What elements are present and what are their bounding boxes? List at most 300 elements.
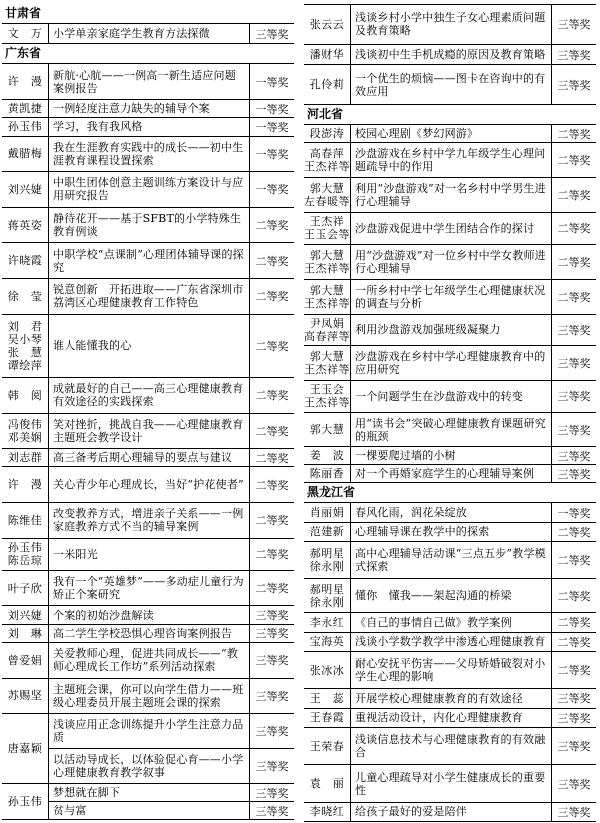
paper-title: 高二学生学校恐惧心理咨询案例报告 [53, 626, 233, 640]
author-name: 孙玉伟 [2, 784, 49, 819]
paper-title: 浅谈信息技术与心理健康教育的有效融合 [355, 733, 546, 760]
table-row [351, 125, 596, 142]
paper-title: 心理辅导课在教学中的探索 [355, 525, 490, 539]
paper-title: 春风化雨，润花朵绽放 [355, 506, 467, 520]
table-row [351, 280, 596, 314]
award-level: 三等奖 [551, 346, 596, 380]
author-name: 王 蕊 [304, 689, 351, 707]
entry-items [49, 784, 294, 819]
paper-title: 一个优生的烦恼——图卡在咨询中的有效应用 [355, 71, 546, 98]
award-level: 三等奖 [551, 803, 596, 821]
table-row [49, 24, 294, 43]
award-level: 一等奖 [249, 172, 294, 207]
entry-items [49, 24, 294, 43]
table-row [351, 346, 596, 380]
paper-title: 懂你 懂我——架起沟通的桥梁 [355, 589, 512, 603]
entry-items [351, 125, 596, 142]
entry-items [351, 803, 596, 821]
entry-group [304, 280, 596, 315]
entry-items [49, 208, 294, 243]
entry-group [2, 784, 294, 819]
entry-items [351, 765, 596, 801]
paper-title: 浅谈应用正念训练提升小学生注意力品质 [53, 718, 244, 745]
paper-title: 个案的初始沙盘解读 [53, 608, 154, 622]
paper-title: 重视活动设计，内化心理健康教育 [355, 711, 523, 725]
table-row [351, 803, 596, 821]
entry-group [2, 714, 294, 784]
author-name: 苏赐坚 [2, 679, 49, 714]
table-row [49, 315, 294, 377]
award-level: 二等奖 [249, 539, 294, 570]
author-name: 姜 波 [304, 447, 351, 464]
paper-title: 中职学校“点课制”心理团体辅导课的探究 [53, 247, 244, 274]
entry-group [304, 465, 596, 482]
entry-group [2, 503, 294, 539]
author-name: 范建新 [304, 523, 351, 541]
author-name: 黄凯捷 [2, 100, 49, 117]
award-level: 三等奖 [551, 45, 596, 64]
paper-title: 校园心理剧《梦幻网游》 [355, 127, 479, 141]
entry-group [304, 542, 596, 579]
entry-items [49, 503, 294, 538]
table-row [49, 118, 294, 135]
right-column [304, 4, 596, 822]
paper-title: 中职生团体创意主题训练方案设计与应用研究报告 [53, 176, 244, 203]
award-level: 二等奖 [551, 245, 596, 279]
author-name: 冯俊伟 邓美娴 [2, 414, 49, 449]
entry-items [49, 100, 294, 117]
author-name: 王春霞 [304, 709, 351, 727]
table-row [351, 465, 596, 482]
author-name: 王玉会 王杰祥等 [304, 381, 351, 412]
table-row [49, 802, 294, 819]
table-row [351, 245, 596, 279]
entry-items [351, 346, 596, 380]
paper-title: 儿童心理疏导对小学生健康成长的重要性 [355, 770, 546, 797]
author-name: 李晓红 [304, 803, 351, 821]
author-name: 郝明星 徐永刚 [304, 579, 351, 612]
author-name: 孔伶莉 [304, 65, 351, 104]
award-table [2, 63, 294, 820]
author-name: 段澎涛 [304, 125, 351, 142]
award-level: 三等奖 [551, 65, 596, 104]
paper-title: 开展学校心理健康教育的有效途径 [355, 691, 523, 705]
entry-group [304, 503, 596, 522]
entry-group [304, 652, 596, 689]
author-name: 尹凤娟 高春萍等 [304, 315, 351, 346]
entry-group [304, 65, 596, 104]
paper-title: 用“读书会”突破心理健康教育课题研究的瓶颈 [355, 416, 546, 443]
entry-items [351, 542, 596, 578]
author-name: 曾爱娟 [2, 643, 49, 678]
author-name: 郭大慧 王杰祥等 [304, 245, 351, 279]
award-level: 二等奖 [249, 467, 294, 502]
table-row [49, 64, 294, 99]
paper-title: 沙盘游戏在乡村中学九年级学生心理问题疏导中的作用 [355, 147, 546, 174]
entry-items [49, 64, 294, 99]
entry-items [351, 65, 596, 104]
author-name: 陈丽香 [304, 465, 351, 482]
award-level: 二等奖 [551, 613, 596, 631]
paper-title: 梦想就在脚下 [53, 786, 121, 800]
table-row [49, 503, 294, 538]
paper-title: 我在生涯教育实践中的成长——初中生涯教育课程设置探索 [53, 140, 244, 167]
award-level: 三等奖 [249, 643, 294, 678]
award-level: 三等奖 [551, 465, 596, 482]
table-row [49, 279, 294, 314]
award-level: 二等奖 [551, 178, 596, 212]
entry-group [2, 467, 294, 503]
entry-group [304, 689, 596, 708]
paper-title: 沙盘游戏促进中学生团结合作的探讨 [355, 221, 535, 235]
entry-group [304, 613, 596, 632]
table-row [49, 679, 294, 714]
author-name: 刘兴婕 [2, 606, 49, 623]
paper-title: 笑对挫折，挑战自我——心理健康教育主题班会教学设计 [53, 417, 244, 444]
entry-items [49, 137, 294, 172]
paper-title: 一棵要爬过墙的小树 [355, 449, 456, 463]
award-table [304, 502, 596, 822]
entry-items [49, 279, 294, 314]
entry-group [2, 606, 294, 624]
author-name: 蒋英姿 [2, 208, 49, 243]
author-name: 许晓霞 [2, 243, 49, 278]
award-level: 二等奖 [249, 315, 294, 377]
award-level: 二等奖 [551, 579, 596, 612]
paper-title: 一所乡村中学七年级学生心理健康状况的调查与分析 [355, 283, 546, 310]
entry-items [49, 467, 294, 502]
award-level: 一等奖 [249, 64, 294, 99]
award-level: 三等奖 [249, 784, 294, 801]
entry-items [49, 414, 294, 449]
table-row [351, 5, 596, 44]
entry-items [49, 571, 294, 606]
entry-group [2, 571, 294, 607]
table-row [351, 689, 596, 707]
entry-group [2, 100, 294, 118]
table-row [49, 714, 294, 749]
entry-group [304, 765, 596, 802]
table-row [351, 542, 596, 578]
table-row [49, 414, 294, 449]
award-level: 二等奖 [551, 280, 596, 314]
table-row [49, 449, 294, 466]
table-row [351, 213, 596, 244]
author-name: 刘志群 [2, 449, 49, 466]
table-row [49, 378, 294, 413]
table-row [351, 315, 596, 346]
paper-title: 锐意创新 开拓进取——广东省深圳市荔湾区心理健康教育工作特色 [53, 283, 244, 310]
author-name: 肖丽娟 [304, 503, 351, 521]
paper-title: 用“沙盘游戏”对一位乡村中学女教师进行心理辅导 [355, 248, 546, 275]
entry-items [351, 245, 596, 279]
paper-title: 对一个再婚家庭学生的心理辅导案例 [355, 467, 535, 481]
award-level: 一等奖 [249, 100, 294, 117]
entry-group [2, 679, 294, 715]
entry-items [351, 633, 596, 651]
author-name: 刘 琳 [2, 625, 49, 642]
author-name: 徐 莹 [2, 279, 49, 314]
entry-items [351, 381, 596, 412]
entry-items [49, 643, 294, 678]
paper-title: 给孩子最好的爱是陪伴 [355, 805, 467, 819]
award-level: 三等奖 [249, 679, 294, 714]
award-level: 三等奖 [249, 625, 294, 642]
award-level: 二等奖 [249, 378, 294, 413]
table-row [351, 413, 596, 447]
entry-items [49, 172, 294, 207]
entry-group [2, 315, 294, 378]
author-name: 叶子欣 [2, 571, 49, 606]
entry-items [351, 689, 596, 707]
entry-group [304, 213, 596, 245]
entry-group [304, 346, 596, 381]
table-row [351, 381, 596, 412]
award-level: 二等奖 [249, 414, 294, 449]
table-row [351, 579, 596, 612]
entry-group [304, 447, 596, 465]
paper-title: 谁人能懂我的心 [53, 339, 132, 353]
paper-title: 关心青少年心理成长，当好“护花使者” [53, 478, 244, 492]
table-row [49, 208, 294, 243]
paper-title: 浅谈乡村小学中独生子女心理素质问题及教育策略 [355, 11, 546, 38]
entry-group [304, 579, 596, 613]
award-level: 二等奖 [249, 449, 294, 466]
entry-group [304, 413, 596, 448]
entry-items [49, 679, 294, 714]
entry-group [304, 245, 596, 280]
award-level: 二等奖 [551, 125, 596, 142]
entry-group [304, 803, 596, 821]
award-table [2, 23, 294, 44]
table-row [351, 709, 596, 727]
table-row [351, 65, 596, 104]
entry-items [351, 465, 596, 482]
paper-title: 一例轻度注意力缺失的辅导个案 [53, 102, 210, 116]
author-name: 陈维佳 [2, 503, 49, 538]
table-row [351, 143, 596, 177]
province-heading: 黑龙江省 [307, 485, 356, 500]
award-level: 三等奖 [551, 315, 596, 346]
entry-group [2, 137, 294, 173]
entry-items [49, 625, 294, 642]
entry-group [304, 728, 596, 765]
author-name: 韩 阅 [2, 378, 49, 413]
author-name: 孙玉伟 陈岳琼 [2, 539, 49, 570]
entry-group [2, 378, 294, 414]
author-name: 张冰冰 [304, 652, 351, 688]
paper-title: 小学单亲家庭学生教育方法探微 [53, 27, 210, 41]
table-row [49, 643, 294, 678]
entry-items [351, 728, 596, 764]
author-name: 许 漫 [2, 467, 49, 502]
paper-title: 沙盘游戏在乡村中学心理健康教育中的应用研究 [355, 350, 546, 377]
award-table [304, 4, 596, 105]
paper-title: 一个问题学生在沙盘游戏中的转变 [355, 389, 523, 403]
table-row [49, 539, 294, 570]
table-row [49, 172, 294, 207]
author-name: 唐嘉颖 [2, 714, 49, 783]
entry-group [304, 633, 596, 652]
author-name: 戴腊梅 [2, 137, 49, 172]
paper-title: 静待花开——基于SFBT的小学特殊生教育例谈 [53, 212, 242, 239]
table-row [351, 613, 596, 631]
award-level: 三等奖 [551, 709, 596, 727]
table-row [49, 243, 294, 278]
paper-title: 一米阳光 [53, 547, 98, 561]
author-name: 潘财华 [304, 45, 351, 64]
entry-group [2, 24, 294, 43]
table-row [49, 100, 294, 117]
entry-items [49, 539, 294, 570]
paper-title: 新航·心航——一例高一新生适应问题案例报告 [53, 68, 236, 95]
author-name: 郭大慧 王杰祥等 [304, 346, 351, 380]
table-row [351, 765, 596, 801]
entry-group [2, 172, 294, 208]
table-row [49, 571, 294, 606]
entry-group [304, 45, 596, 65]
entry-items [49, 714, 294, 783]
table-row [351, 447, 596, 464]
paper-title: 我有一个“英雄梦”——多动症儿童行为矫正个案研究 [53, 575, 244, 602]
award-level: 一等奖 [249, 118, 294, 135]
paper-title: 以活动导成长，以体验促心育——小学心理健康教育教学叙事 [53, 753, 244, 780]
entry-items [351, 178, 596, 212]
entry-items [351, 579, 596, 612]
author-name: 宝海英 [304, 633, 351, 651]
entry-items [49, 315, 294, 377]
table-row [49, 467, 294, 502]
paper-title: 耐心安抚平伤害——父母矫婚破裂对小学生心理的影响 [355, 657, 546, 684]
award-level: 二等奖 [249, 503, 294, 538]
table-row [351, 45, 596, 64]
entry-group [2, 243, 294, 279]
entry-group [304, 143, 596, 178]
award-level: 二等奖 [551, 652, 596, 688]
table-row [351, 178, 596, 212]
entry-items [351, 447, 596, 464]
award-level: 二等奖 [249, 208, 294, 243]
author-name: 高春萍 王杰祥等 [304, 143, 351, 177]
table-row [351, 523, 596, 541]
award-level: 三等奖 [551, 413, 596, 447]
author-name: 郭大慧 左春暖等 [304, 178, 351, 212]
entry-group [2, 64, 294, 100]
award-level: 三等奖 [249, 802, 294, 819]
table-row [351, 633, 596, 651]
paper-title: 改变教养方式，增进亲子关系——一例家庭教养方式不当的辅导案例 [53, 507, 244, 534]
entry-items [49, 118, 294, 135]
award-level: 三等奖 [551, 765, 596, 801]
entry-group [304, 178, 596, 213]
paper-title: 主题班会课，你可以向学生借力——班级心理委员开展主题班会课的探索 [53, 682, 244, 709]
paper-title: 《自己的事情自己做》教学案例 [355, 615, 512, 629]
entry-group [304, 381, 596, 413]
award-level: 三等奖 [249, 749, 294, 783]
entry-items [49, 606, 294, 623]
award-level: 三等奖 [551, 381, 596, 412]
paper-title: 利用沙盘游戏加强班级凝聚力 [355, 323, 501, 337]
entry-items [351, 45, 596, 64]
award-level: 一等奖 [249, 137, 294, 172]
award-table [304, 124, 596, 483]
award-level: 三等奖 [551, 689, 596, 707]
award-level: 二等奖 [249, 243, 294, 278]
paper-title: 贫与富 [53, 804, 87, 818]
table-row [49, 606, 294, 623]
entry-items [351, 213, 596, 244]
table-row [351, 652, 596, 688]
author-name: 王荣春 [304, 728, 351, 764]
entry-items [351, 503, 596, 521]
author-name: 郭大慧 [304, 413, 351, 447]
entry-group [2, 449, 294, 467]
entry-group [2, 414, 294, 450]
table-row [351, 503, 596, 521]
entry-items [49, 243, 294, 278]
author-name: 李永红 [304, 613, 351, 631]
entry-items [351, 613, 596, 631]
province-heading: 广东省 [5, 46, 42, 61]
table-row [49, 137, 294, 172]
author-name: 袁 丽 [304, 765, 351, 801]
award-level: 三等奖 [249, 24, 294, 43]
table-row [351, 728, 596, 764]
entry-items [351, 280, 596, 314]
award-level: 三等奖 [551, 5, 596, 44]
entry-group [304, 125, 596, 143]
paper-title: 高中心理辅导活动课“三点五步”教学模式探索 [355, 547, 546, 574]
award-level: 三等奖 [249, 714, 294, 748]
author-name: 许 漫 [2, 64, 49, 99]
award-level: 二等奖 [551, 213, 596, 244]
award-level: 一等奖 [551, 503, 596, 521]
entry-group [304, 5, 596, 45]
province-heading: 河北省 [307, 107, 344, 122]
award-level: 二等奖 [249, 571, 294, 606]
entry-items [351, 652, 596, 688]
award-level: 三等奖 [551, 728, 596, 764]
province-heading: 甘肃省 [5, 6, 42, 20]
author-name: 刘兴婕 [2, 172, 49, 207]
award-level: 三等奖 [551, 447, 596, 464]
entry-items [351, 315, 596, 346]
author-name: 王杰祥 王玉会等 [304, 213, 351, 244]
award-level: 二等奖 [249, 279, 294, 314]
entry-group [2, 625, 294, 643]
paper-title: 关爱教师心理，促进共同成长——“教师心理成长工作坊”系列活动探索 [53, 647, 239, 674]
entry-group [2, 118, 294, 136]
entry-group [2, 643, 294, 679]
entry-group [304, 709, 596, 728]
entry-items [49, 449, 294, 466]
entry-items [49, 378, 294, 413]
author-name: 刘 君 吴小琴 张 慧 谭绘萍 [2, 315, 49, 377]
paper-title: 成就最好的自己——高三心理健康教育有效途径的实践探索 [53, 382, 244, 409]
entry-items [351, 5, 596, 44]
entry-group [2, 208, 294, 244]
left-column [2, 4, 294, 820]
paper-title: 高三备考后期心理辅导的要点与建议 [53, 451, 233, 465]
entry-items [351, 413, 596, 447]
entry-items [351, 143, 596, 177]
paper-title: 浅谈初中生手机成瘾的原因及教育策略 [355, 48, 546, 62]
award-level: 二等奖 [551, 143, 596, 177]
entry-items [351, 709, 596, 727]
award-level: 三等奖 [249, 606, 294, 623]
author-name: 郝明星 徐永刚 [304, 542, 351, 578]
paper-title: 利用“沙盘游戏”对一名乡村中学男生进行心理辅导 [355, 182, 546, 209]
